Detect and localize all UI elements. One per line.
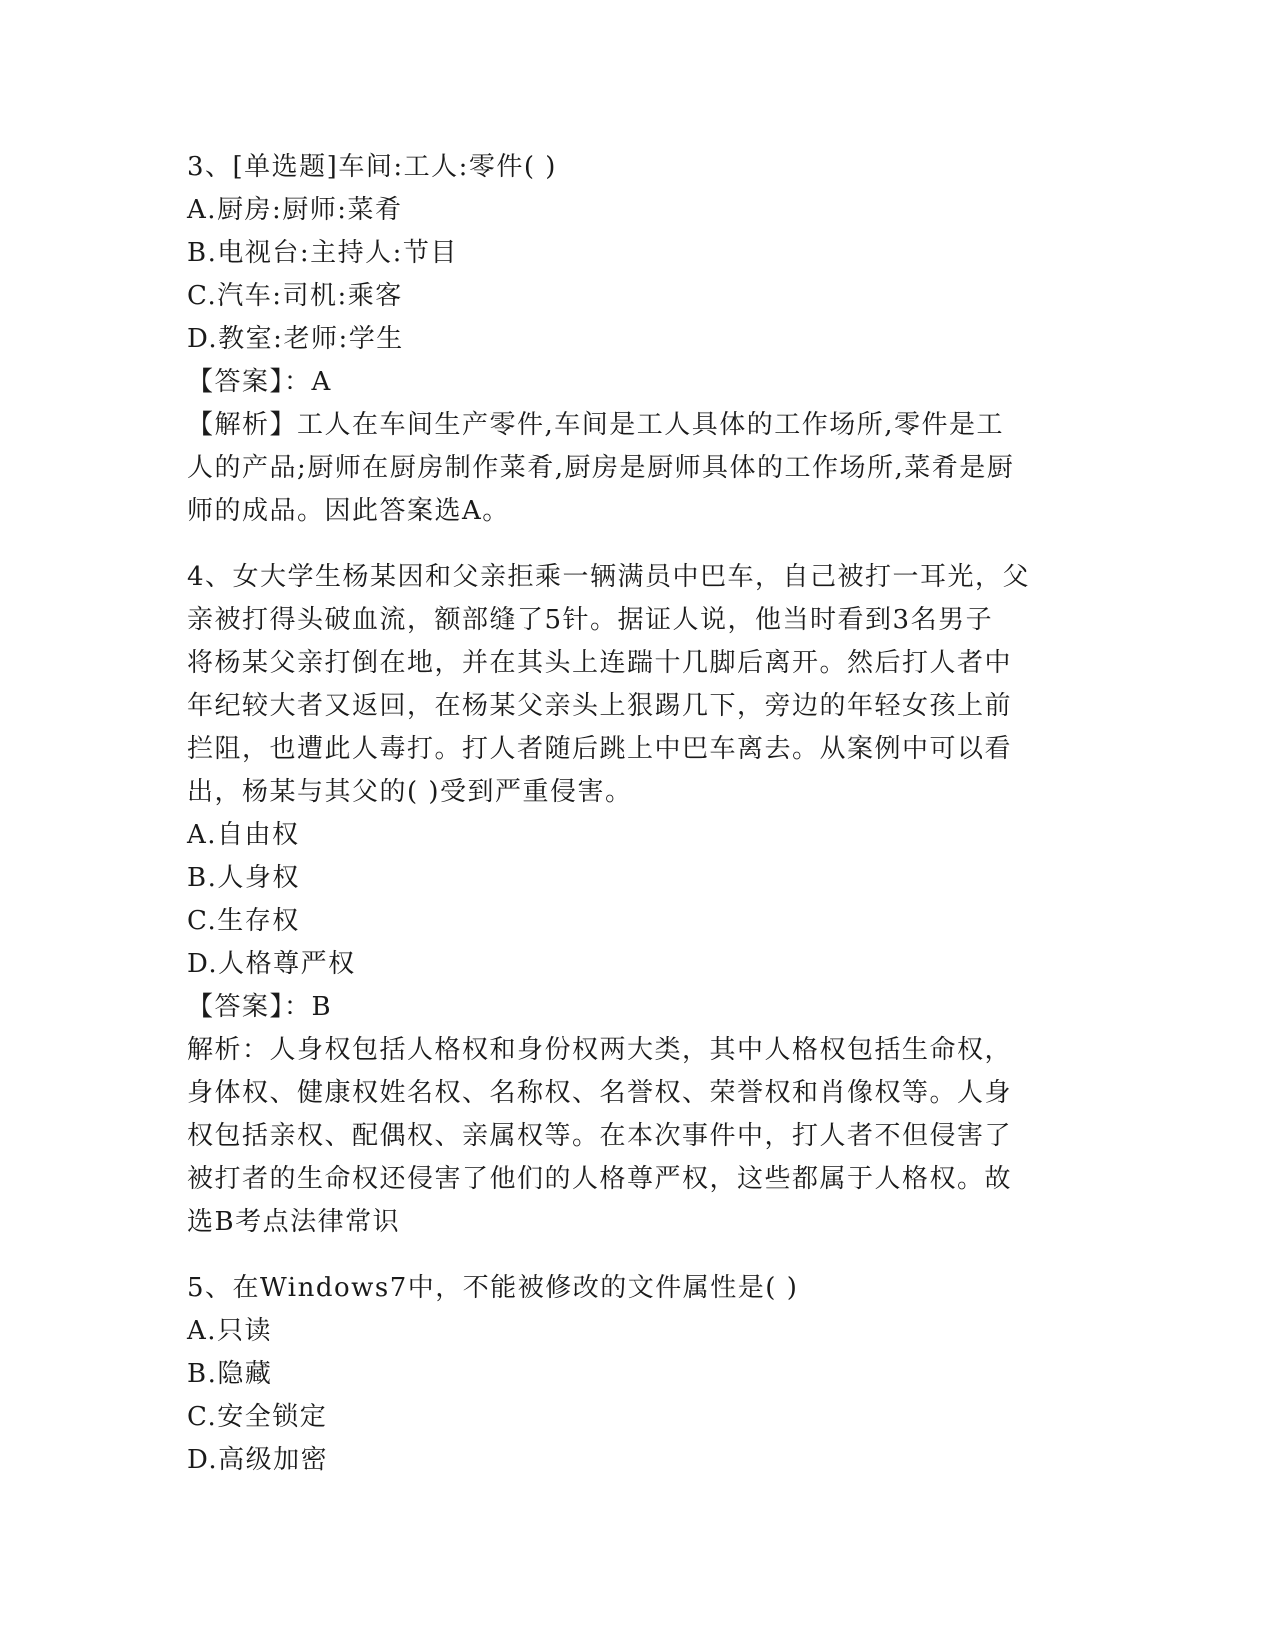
- question-list: [187, 146, 1087, 1482]
- question-stem-line: 拦阻，也遭此人毒打。打人者随后跳上中巴车离去。从案例中可以看: [187, 734, 1013, 764]
- question-stem-line: 亲被打得头破血流，额部缝了5针。据证人说，他当时看到3名男子: [187, 605, 994, 635]
- option-c: C.安全锁定: [187, 1402, 328, 1432]
- option-c: C.汽车:司机:乘客: [187, 281, 403, 311]
- question-stem: 5、在Windows7中，不能被修改的文件属性是( ): [187, 1273, 799, 1303]
- option-d: D.教室:老师:学生: [187, 324, 404, 354]
- option-c: C.生存权: [187, 906, 300, 936]
- option-a: A.只读: [187, 1316, 273, 1346]
- question-5: [187, 1267, 1087, 1482]
- analysis-line: 被打者的生命权还侵害了他们的人格尊严权，这些都属于人格权。故: [187, 1164, 1013, 1194]
- answer: 【答案】：B: [187, 992, 333, 1022]
- question-3: [187, 146, 1087, 533]
- question-stem-line: 年纪较大者又返回，在杨某父亲头上狠踢几下，旁边的年轻女孩上前: [187, 691, 1013, 721]
- question-4: [187, 556, 1087, 1244]
- analysis-line: 权包括亲权、配偶权、亲属权等。在本次事件中，打人者不但侵害了: [187, 1121, 1013, 1151]
- question-stem-line: 4、女大学生杨某因和父亲拒乘一辆满员中巴车，自己被打一耳光，父: [187, 562, 1031, 592]
- option-d: D.人格尊严权: [187, 949, 356, 979]
- option-b: B.隐藏: [187, 1359, 273, 1389]
- analysis-line: 解析：人身权包括人格权和身份权两大类，其中人格权包括生命权，: [187, 1035, 1013, 1065]
- analysis-line: 人的产品;厨师在厨房制作菜肴,厨房是厨师具体的工作场所,菜肴是厨: [187, 453, 1015, 483]
- analysis-line: 身体权、健康权姓名权、名称权、名誉权、荣誉权和肖像权等。人身: [187, 1078, 1013, 1108]
- answer: 【答案】：A: [187, 367, 332, 397]
- option-a: A.自由权: [187, 820, 300, 850]
- question-stem-line: 出，杨某与其父的( )受到严重侵害。: [187, 777, 633, 807]
- analysis-line: 师的成品。因此答案选A。: [187, 496, 510, 526]
- analysis-line: 选B考点法律常识: [187, 1207, 401, 1237]
- option-d: D.高级加密: [187, 1445, 329, 1475]
- option-b: B.人身权: [187, 863, 300, 893]
- question-stem-line: 将杨某父亲打倒在地，并在其头上连踹十几脚后离开。然后打人者中: [187, 648, 1013, 678]
- option-b: B.电视台:主持人:节目: [187, 238, 458, 268]
- analysis-line: 【解析】工人在车间生产零件,车间是工人具体的工作场所,零件是工: [187, 410, 1005, 440]
- question-stem: 3、[单选题]车间:工人:零件( ): [187, 152, 557, 182]
- option-a: A.厨房:厨师:菜肴: [187, 195, 403, 225]
